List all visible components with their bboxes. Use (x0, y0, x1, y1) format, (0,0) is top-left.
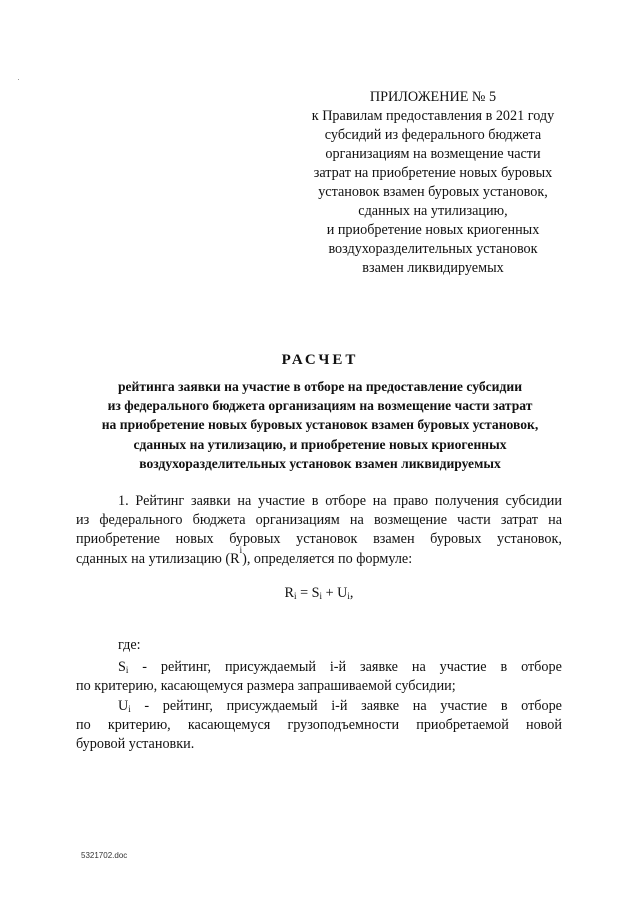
subscript: i (319, 590, 323, 601)
subscript: i (239, 544, 243, 555)
subtitle-line: воздухоразделительных установок взамен ликвидируемых (139, 455, 501, 471)
word: рейтинг, (162, 697, 213, 714)
word: отборе (521, 659, 562, 676)
definition-line-u (76, 697, 562, 716)
word: i-й (329, 659, 347, 676)
word: установок (296, 531, 358, 548)
subscript: i (347, 590, 350, 601)
subtitle-line: сданных на утилизацию, и приобретение новых криогенных (133, 436, 507, 452)
word: грузоподъемности (287, 716, 400, 733)
word: части (457, 512, 491, 529)
definition-continuation (76, 716, 562, 735)
word: федерального (99, 512, 183, 529)
annex-line: воздухоразделительных установок (328, 241, 538, 257)
word: на (412, 697, 427, 714)
word: - (144, 697, 150, 714)
annex-line: субсидий из федерального бюджета (324, 127, 542, 143)
word: новых (175, 531, 214, 548)
word: критерию, (107, 716, 171, 733)
where-label: где: (118, 637, 141, 654)
word: бюджета (192, 512, 246, 529)
word: на (411, 659, 426, 676)
annex-line: затрат на приобретение новых буровых (313, 165, 553, 181)
subtitle-line: рейтинга заявки на участие в отборе на предоставление субсидии (117, 379, 523, 394)
word: Рейтинг (135, 493, 185, 509)
word: получения (434, 493, 499, 509)
word: буровых (430, 531, 482, 548)
definition-symbol: $U_i$ (118, 697, 131, 714)
word: участие (440, 697, 488, 714)
word: новой (526, 716, 562, 733)
formula-symbol: U (337, 584, 348, 601)
definition-symbol: $S_i$ (118, 659, 129, 676)
paragraph-line (76, 492, 562, 511)
text-fragment: ), определяется по формуле: (242, 550, 413, 567)
formula-operator: = (296, 584, 312, 601)
annex-line: взамен ликвидируемых (362, 260, 504, 276)
word: в (500, 697, 508, 714)
word: заявке (361, 697, 400, 714)
formula-punct: , (349, 584, 354, 601)
subtitle-line: на приобретение новых буровых установок взамен буровых установок, (101, 417, 539, 433)
annex-line: организациям на возмещение части (325, 146, 541, 162)
definition-line-s (76, 658, 562, 677)
word: присуждаемый (224, 659, 316, 676)
paragraph-line (76, 530, 562, 549)
subtitle-line: из федерального бюджета организациям на возмещение части затрат (107, 398, 533, 414)
document-title: РАСЧЕТ (281, 352, 359, 368)
word: возмещение (373, 512, 448, 529)
paragraph-line (76, 511, 562, 530)
annex-line: и приобретение новых криогенных (326, 222, 540, 238)
word: на (548, 512, 562, 529)
paragraph-line (76, 544, 562, 569)
word: - (142, 659, 148, 676)
definition-continuation: по критерию, касающемуся размера запрашиваемой субсидии; (76, 678, 456, 695)
word: буровых (229, 531, 281, 548)
word: организациям (255, 512, 340, 529)
formula-symbol: R (284, 584, 294, 601)
word: участие (439, 659, 487, 676)
definition-continuation: буровой установки. (76, 736, 195, 753)
annex-line: к Правилам предоставления в 2021 году (311, 108, 555, 124)
word: i-й (331, 697, 348, 714)
word: участие (258, 493, 305, 509)
word: 1. (118, 493, 129, 509)
word: на (237, 493, 252, 509)
word: рейтинг, (160, 659, 212, 676)
scan-speck (18, 79, 19, 80)
file-name-footer: 5321702.doc (81, 851, 128, 860)
word: присуждаемый (226, 697, 318, 714)
document-subtitle (60, 377, 580, 473)
formula-operator: + (322, 584, 338, 601)
word: отборе (325, 493, 366, 509)
word: на (349, 512, 364, 529)
annex-block (288, 88, 578, 278)
word: приобретение (76, 531, 160, 548)
word: в (311, 493, 319, 509)
subscript: i (294, 590, 297, 601)
word: по (76, 716, 91, 733)
word: касающемуся (187, 716, 271, 733)
formula-symbol: S (311, 584, 320, 601)
word: установок, (497, 531, 562, 548)
word: отборе (521, 697, 562, 714)
annex-line: установок взамен буровых установок, (318, 184, 548, 200)
word: на (372, 493, 387, 509)
body-text (76, 492, 562, 754)
word: право (393, 493, 429, 509)
annex-line: ПРИЛОЖЕНИЕ № 5 (369, 89, 497, 105)
annex-line: сданных на утилизацию, (358, 203, 508, 219)
word: приобретаемой (416, 716, 509, 733)
word: из (76, 512, 90, 529)
word: взамен (373, 531, 415, 548)
text-fragment: сданных на утилизацию (R (76, 550, 240, 567)
word: в (500, 659, 508, 676)
word: заявки (190, 493, 231, 509)
word: заявке (360, 659, 398, 676)
word: субсидии (505, 493, 562, 509)
formula (76, 584, 562, 603)
word: затрат (500, 512, 538, 529)
